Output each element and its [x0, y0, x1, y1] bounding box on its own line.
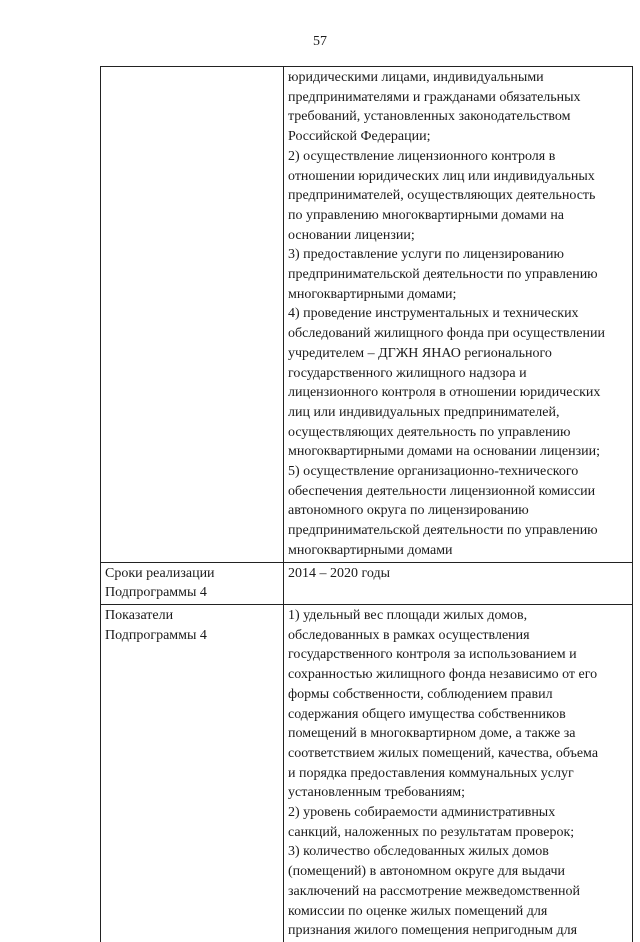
text-line: предпринимателей, осуществляющих деятельность [288, 188, 596, 204]
text-line: обследованных в рамках осуществления [288, 627, 530, 643]
text-line: основании лицензии; [288, 227, 415, 243]
text-line: комиссии по оценке жилых помещений для [288, 903, 548, 919]
text-line: обеспечения деятельности лицензионной комиссии [288, 483, 596, 499]
text-line: 5) осуществление организационно-технического [288, 464, 579, 480]
text-line: лицензионного контроля в отношении юридических [288, 385, 601, 401]
row-label-line: Сроки реализации [105, 565, 215, 581]
row-label-line: Показатели [105, 607, 174, 623]
table-row-tasks-continuation [101, 67, 633, 563]
text-line: государственного контроля за использованием и [288, 647, 577, 663]
table-row-implementation-period [101, 562, 633, 604]
text-line: обследований жилищного фонда при осуществлении [288, 326, 605, 342]
text-line: многоквартирными домами [288, 542, 453, 558]
row-label-line: Подпрограммы 4 [105, 585, 207, 601]
row-label-cell [101, 67, 284, 563]
text-line: предпринимателями и гражданами обязательных [288, 89, 581, 105]
text-line: формы собственности, соблюдением правил [288, 686, 553, 702]
text-line: требований, установленных законодательством [288, 109, 571, 125]
table-row-indicators [101, 604, 633, 941]
text-line: сохранностью жилищного фонда независимо от его [288, 667, 598, 683]
text-line: признания жилого помещения непригодным для [288, 923, 578, 939]
text-line: лиц или индивидуальных предпринимателей, [288, 404, 560, 420]
text-line: 4) проведение инструментальных и технических [288, 306, 579, 322]
text-line: по управлению многоквартирными домами на [288, 207, 565, 223]
text-line: многоквартирными домами на основании лицензии; [288, 444, 601, 460]
row-content-cell [284, 562, 633, 604]
text-line: (помещений) в автономном округе для выдачи [288, 864, 566, 880]
text-line: 3) предоставление услуги по лицензированию [288, 247, 564, 263]
text-line: многоквартирными домами; [288, 286, 457, 302]
text-line: осуществляющих деятельность по управлению [288, 424, 571, 440]
text-line: помещений в многоквартирном доме, а также за [288, 726, 576, 742]
text-line: соответствием жилых помещений, качества, объема [288, 745, 599, 761]
text-line: государственного жилищного надзора и [288, 365, 527, 381]
text-line: учредителем – ДГЖН ЯНАО регионального [288, 345, 552, 361]
text-line: установленным требованиям; [288, 785, 466, 801]
text-line: юридическими лицами, индивидуальными [288, 70, 544, 85]
text-line: и порядка предоставления коммунальных услуг [288, 765, 574, 781]
text-line: предпринимательской деятельности по управлению [288, 267, 598, 283]
program-passport-table [100, 66, 633, 942]
row-label-cell [101, 562, 284, 604]
text-line: 2) осуществление лицензионного контроля в [288, 148, 556, 164]
text-line: 2014 – 2020 годы [288, 565, 391, 581]
text-line: отношении юридических лиц или индивидуальных [288, 168, 595, 184]
text-line: предпринимательской деятельности по управлению [288, 523, 598, 539]
row-content-cell [284, 67, 633, 563]
text-line: автономного округа по лицензированию [288, 503, 529, 519]
text-line: 2) уровень собираемости административных [288, 805, 556, 821]
page-number: 57 [313, 34, 327, 49]
row-label-line: Подпрограммы 4 [105, 627, 207, 643]
text-line: санкций, наложенных по результатам проверок; [288, 824, 575, 840]
text-line: 1) удельный вес площади жилых домов, [288, 607, 528, 623]
text-line: Российской Федерации; [288, 129, 431, 145]
text-line: 3) количество обследованных жилых домов [288, 844, 549, 860]
text-line: заключений на рассмотрение межведомственной [288, 883, 580, 899]
text-line: содержания общего имущества собственников [288, 706, 566, 722]
row-label-cell [101, 604, 284, 941]
row-content-cell [284, 604, 633, 941]
